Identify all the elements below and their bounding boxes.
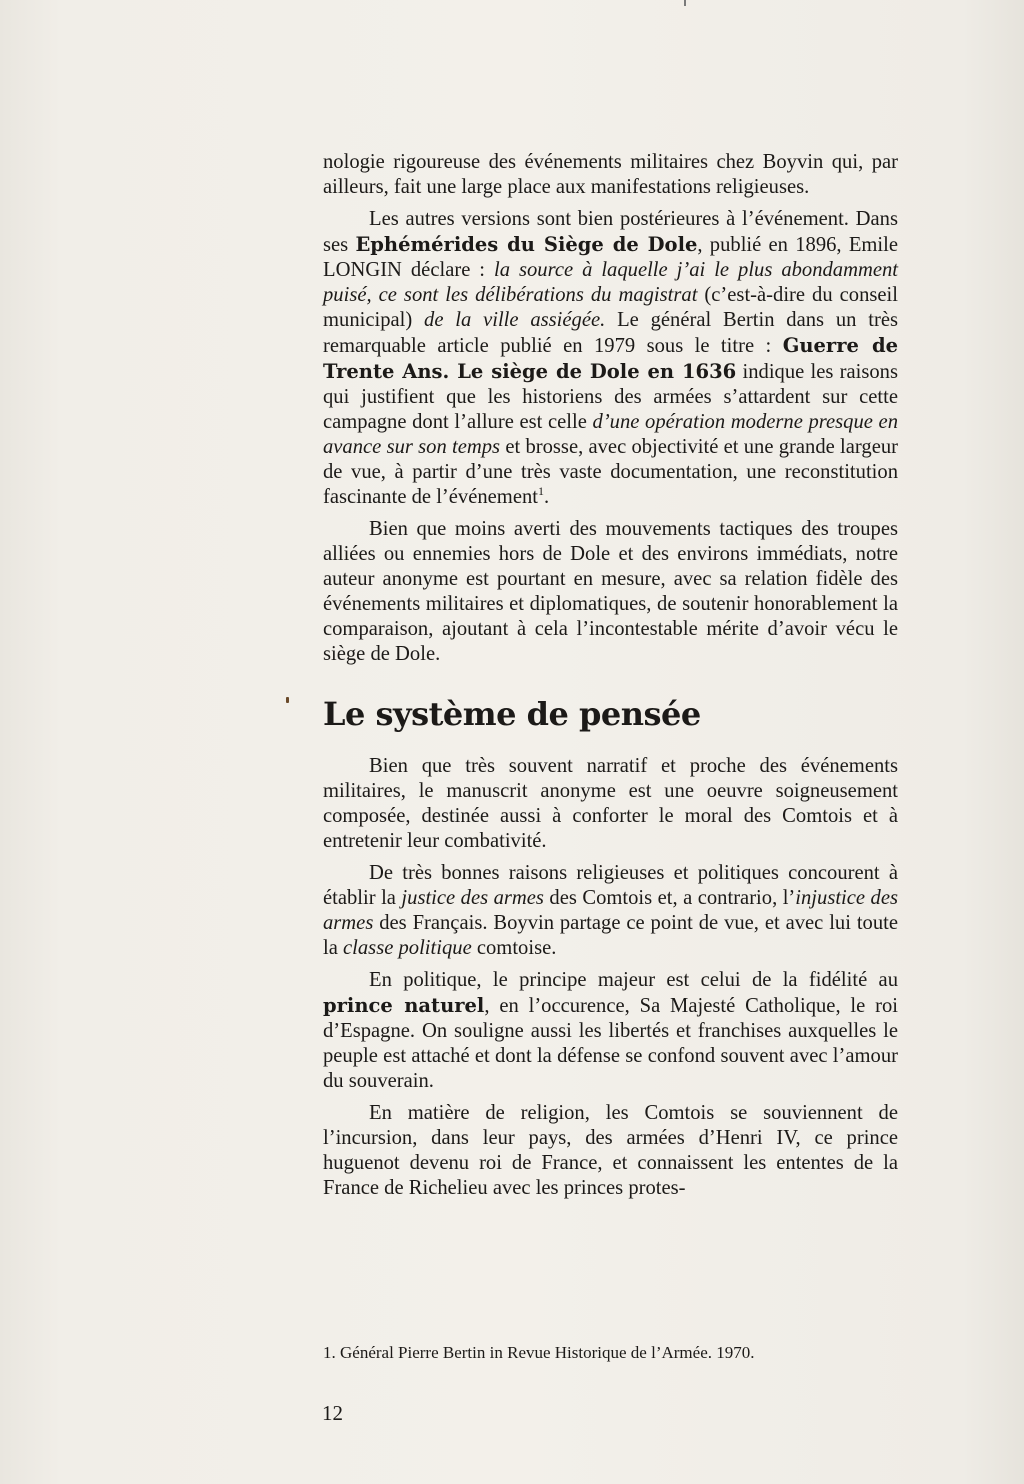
italic-text: d’une opération moderne presque en avance sur son temps [323,411,898,458]
text-run: Bien que moins averti des mouvements tactiques des troupes alliées ou ennemies hors de Dole et des environs immédiats, notre auteur anonyme est pourtant en mesure, avec sa relation fidèle des événements militaires et diplomatiques, de soutenir honorablement la comparaison, ajoutant à cela l’incontestable mérite d’avoir vécu le siège de Dole. [323,518,898,665]
italic-text: de la ville assiégée. [424,309,606,331]
bold-text: prince naturel [323,994,485,1017]
text-run: , publié en 1896, Emile LONGIN déclare : [323,234,899,281]
text-run: indique les raisons qui justifient que les historiens des armées s’attardent sur cette campagne dont l’allure est celle [323,361,898,433]
bold-text: Guerre de Trente Ans. Le siège de Dole en 1636 [323,334,898,383]
italic-text: injustice des armes [323,887,898,934]
text-run: De très bonnes raisons religieuses et politiques concourent à établir la [323,862,898,909]
paragraph [323,861,898,961]
text-column [323,150,898,1201]
page-number: 12 [322,1401,343,1425]
section-heading: Le système de pensée [323,695,701,733]
section-intro [323,150,898,667]
section-system-of-thought [323,754,898,1201]
paragraph [323,150,898,200]
italic-text: la source à laquelle j’ai le plus abondamment puisé, ce sont les délibérations du magistrat [323,259,898,306]
footnote-ref: 1 [537,484,544,499]
text-run: Bien que très souvent narratif et proche des événements militaires, le manuscrit anonyme est une oeuvre soigneusement composée, destinée aussi à conforter le moral des Comtois et à entretenir leur combativité. [323,755,898,852]
paragraph [323,968,898,1094]
italic-text: classe politique [343,937,472,959]
text-run: (c’est-à-dire du conseil municipal) [323,284,898,331]
text-run: , en l’occurence, Sa Majesté Catholique, le roi d’Espagne. On souligne aussi les libertés et franchises auxquelles le peuple est attaché et dont la défense se confond souvent avec l’amour du souverain. [323,995,898,1092]
paragraph [323,207,898,510]
text-run: . [543,486,550,508]
text-run: des Français. Boyvin partage ce point de vue, et avec lui toute la [323,912,898,959]
paragraph [323,1101,898,1201]
text-run: nologie rigoureuse des événements militaires chez Boyvin qui, par ailleurs, fait une large place aux manifestations religieuses. [323,151,898,198]
paper-speck [684,0,686,6]
bold-text: Ephémérides du Siège de Dole [355,233,698,256]
footnote: 1. Général Pierre Bertin in Revue Historique de l’Armée. 1970. [323,1343,755,1362]
paragraph [323,517,898,667]
text-run: Le général Bertin dans un très remarquable article publié en 1979 sous le titre : [323,309,898,357]
paragraph [323,754,898,854]
text-run: Les autres versions sont bien postérieures à l’événement. Dans ses [323,208,898,256]
text-run: comtoise. [471,937,557,959]
italic-text: justice des armes [401,887,544,909]
text-run: En politique, le principe majeur est celui de la fidélité au [369,969,898,991]
text-run: des Comtois et, a contrario, l’ [543,887,796,909]
paper-speck [286,697,289,703]
text-run: et brosse, avec objectivité et une grande largeur de vue, à partir d’une très vaste documentation, une reconstitution fascinante de l’événement [323,436,898,508]
text-run: En matière de religion, les Comtois se souviennent de l’incursion, dans leur pays, des armées d’Henri IV, ce prince huguenot devenu roi de France, et connaissent les ententes de la France de Richelieu avec les princes protes- [323,1102,898,1199]
